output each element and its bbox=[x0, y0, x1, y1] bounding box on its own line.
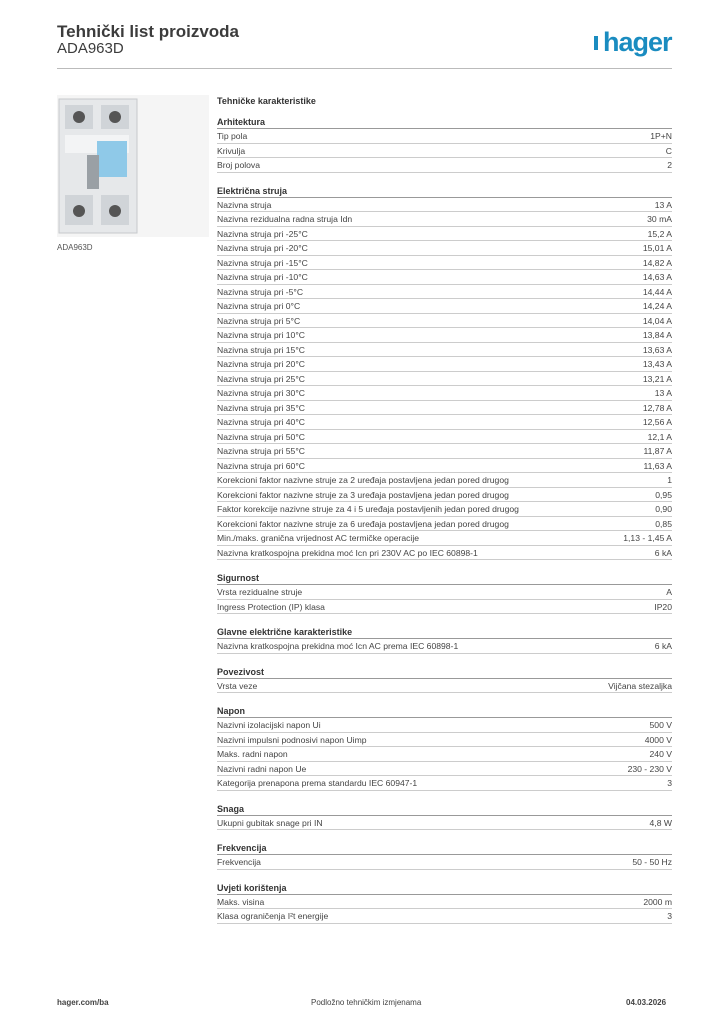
photo-caption: ADA963D bbox=[57, 243, 93, 252]
spec-row bbox=[217, 314, 672, 329]
spec-value: 6 kA bbox=[654, 547, 672, 558]
spec-value: 1 bbox=[667, 475, 672, 485]
spec-label: Ukupni gubitak snage pri IN bbox=[217, 817, 323, 828]
spec-row bbox=[217, 343, 672, 358]
spec-value: 14,82 A bbox=[642, 257, 672, 268]
spec-value: 13 A bbox=[654, 388, 672, 398]
spec-value: 1P+N bbox=[650, 131, 672, 141]
spec-label: Maks. visina bbox=[217, 896, 265, 907]
spec-label: Nazivna struja pri 60°C bbox=[217, 460, 305, 471]
spec-row bbox=[217, 444, 672, 459]
spec-label: Nazivna struja pri 10°C bbox=[217, 330, 305, 340]
spec-value: 0,90 bbox=[655, 504, 672, 514]
spec-label: Nazivna struja pri 25°C bbox=[217, 373, 305, 384]
spec-label: Nazivna kratkospojna prekidna moć Icn AC prema IEC 60898-1 bbox=[217, 641, 459, 651]
spec-row bbox=[217, 212, 672, 227]
spec-row bbox=[217, 816, 672, 831]
spec-value: IP20 bbox=[654, 601, 672, 612]
spec-value: 13,21 A bbox=[642, 373, 672, 384]
spec-row bbox=[217, 129, 672, 144]
spec-label: Tip pola bbox=[217, 131, 248, 141]
spec-label: Korekcioni faktor nazivne struje za 6 uređaja postavljena jedan pored drugog bbox=[217, 518, 509, 529]
spec-label: Kategorija prenapona prema standardu IEC 60947-1 bbox=[217, 778, 418, 788]
hager-logo: hager bbox=[594, 27, 672, 58]
spec-label: Nazivna struja pri -5°C bbox=[217, 286, 304, 297]
spec-row bbox=[217, 776, 672, 791]
spec-row bbox=[217, 531, 672, 546]
spec-row bbox=[217, 198, 672, 213]
spec-label: Broj polova bbox=[217, 160, 260, 170]
spec-value: A bbox=[666, 587, 672, 597]
spec-row bbox=[217, 488, 672, 503]
spec-label: Maks. radni napon bbox=[217, 749, 288, 759]
spec-row bbox=[217, 386, 672, 401]
spec-label: Klasa ograničenja I²t energije bbox=[217, 911, 329, 921]
spec-value: 14,24 A bbox=[642, 301, 672, 311]
spec-row bbox=[217, 600, 672, 615]
spec-label: Nazivni impulsni podnosivi napon Uimp bbox=[217, 734, 367, 745]
header-divider bbox=[57, 68, 672, 69]
spec-value: 13 A bbox=[654, 199, 672, 210]
spec-label: Nazivna struja pri 0°C bbox=[217, 301, 301, 311]
spec-value: 6 kA bbox=[654, 641, 672, 651]
spec-value: 15,2 A bbox=[647, 228, 672, 239]
spec-label: Min./maks. granična vrijednost AC termičke operacije bbox=[217, 533, 420, 543]
spec-label: Frekvencija bbox=[217, 857, 261, 867]
spec-value: 4,8 W bbox=[649, 817, 672, 828]
spec-row bbox=[217, 517, 672, 532]
group-title: Uvjeti korištenja bbox=[217, 882, 672, 895]
spec-label: Nazivna struja pri 15°C bbox=[217, 344, 305, 355]
spec-row bbox=[217, 270, 672, 285]
spec-value: 1,13 - 1,45 A bbox=[623, 533, 672, 543]
spec-row bbox=[217, 585, 672, 600]
spec-value: 14,63 A bbox=[642, 272, 672, 282]
spec-label: Nazivna struja pri 5°C bbox=[217, 315, 301, 326]
group-title: Snaga bbox=[217, 803, 672, 816]
spec-value: 4000 V bbox=[644, 734, 672, 745]
product-photo bbox=[57, 95, 209, 237]
section-heading: Tehničke karakteristike bbox=[217, 96, 316, 106]
spec-table bbox=[217, 96, 672, 924]
spec-value: 2 bbox=[667, 160, 672, 170]
group-title: Arhitektura bbox=[217, 116, 672, 129]
product-code: ADA963D bbox=[57, 40, 124, 57]
spec-label: Krivulja bbox=[217, 145, 246, 156]
spec-value: 230 - 230 V bbox=[627, 763, 672, 774]
group-title: Povezivost bbox=[217, 666, 672, 679]
spec-value: 3 bbox=[667, 778, 672, 788]
spec-value: 50 - 50 Hz bbox=[632, 857, 672, 867]
spec-row bbox=[217, 747, 672, 762]
spec-label: Nazivna struja pri 50°C bbox=[217, 431, 305, 442]
spec-value: 0,95 bbox=[655, 489, 672, 500]
spec-row bbox=[217, 144, 672, 159]
spec-row bbox=[217, 502, 672, 517]
spec-value: 11,87 A bbox=[643, 446, 672, 456]
footer-website[interactable]: hager.com/ba bbox=[57, 998, 109, 1007]
spec-value: 500 V bbox=[649, 720, 672, 730]
spec-row bbox=[217, 718, 672, 733]
spec-value: 13,84 A bbox=[642, 330, 672, 340]
spec-value: 12,1 A bbox=[647, 431, 672, 442]
spec-row bbox=[217, 227, 672, 242]
spec-label: Nazivna rezidualna radna struja Idn bbox=[217, 214, 353, 224]
spec-value: 15,01 A bbox=[642, 243, 672, 253]
page-title: Tehnički list proizvoda bbox=[57, 22, 239, 41]
spec-value: 13,63 A bbox=[642, 344, 672, 355]
spec-label: Nazivni izolacijski napon Ui bbox=[217, 720, 321, 730]
spec-label: Nazivna struja pri 40°C bbox=[217, 417, 305, 427]
group-title: Sigurnost bbox=[217, 572, 672, 585]
spec-label: Faktor korekcije nazivne struje za 4 i 5 uređaja postavljenih jedan pored drugog bbox=[217, 504, 519, 514]
spec-row bbox=[217, 299, 672, 314]
spec-label: Nazivna struja bbox=[217, 199, 272, 210]
group-title: Frekvencija bbox=[217, 842, 672, 855]
spec-row bbox=[217, 401, 672, 416]
spec-row bbox=[217, 855, 672, 870]
footer-date: 04.03.2026 bbox=[626, 998, 667, 1007]
spec-label: Nazivna kratkospojna prekidna moć Icn pri 230V AC po IEC 60898-1 bbox=[217, 547, 478, 558]
spec-row bbox=[217, 430, 672, 445]
spec-label: Nazivni radni napon Ue bbox=[217, 763, 307, 774]
spec-value: 30 mA bbox=[647, 214, 672, 224]
spec-label: Vrsta veze bbox=[217, 680, 258, 691]
spec-row bbox=[217, 415, 672, 430]
spec-row bbox=[217, 372, 672, 387]
spec-row bbox=[217, 895, 672, 910]
group-title: Napon bbox=[217, 705, 672, 718]
spec-label: Nazivna struja pri -10°C bbox=[217, 272, 308, 282]
spec-row bbox=[217, 473, 672, 488]
spec-label: Nazivna struja pri -15°C bbox=[217, 257, 308, 268]
spec-label: Nazivna struja pri 20°C bbox=[217, 359, 305, 369]
spec-row bbox=[217, 909, 672, 924]
spec-label: Nazivna struja pri -25°C bbox=[217, 228, 308, 239]
spec-value: 0,85 bbox=[655, 518, 672, 529]
spec-row bbox=[217, 158, 672, 173]
spec-value: 12,78 A bbox=[642, 402, 672, 413]
spec-row bbox=[217, 733, 672, 748]
spec-label: Nazivna struja pri 55°C bbox=[217, 446, 305, 456]
spec-value: 14,04 A bbox=[642, 315, 672, 326]
spec-label: Nazivna struja pri 35°C bbox=[217, 402, 305, 413]
spec-value: C bbox=[665, 145, 672, 156]
spec-value: 3 bbox=[667, 911, 672, 921]
spec-value: 13,43 A bbox=[642, 359, 672, 369]
spec-row bbox=[217, 459, 672, 474]
spec-row bbox=[217, 256, 672, 271]
spec-row bbox=[217, 639, 672, 654]
group-title: Glavne električne karakteristike bbox=[217, 626, 672, 639]
spec-value: Vijčana stezaljka bbox=[608, 680, 672, 691]
footer-note: Podložno tehničkim izmjenama bbox=[311, 998, 422, 1007]
spec-row bbox=[217, 679, 672, 694]
spec-value: 14,44 A bbox=[642, 286, 672, 297]
spec-value: 12,56 A bbox=[642, 417, 672, 427]
spec-label: Ingress Protection (IP) klasa bbox=[217, 601, 325, 612]
spec-label: Korekcioni faktor nazivne struje za 3 uređaja postavljena jedan pored drugog bbox=[217, 489, 509, 500]
spec-row bbox=[217, 285, 672, 300]
group-title: Električna struja bbox=[217, 185, 672, 198]
spec-label: Nazivna struja pri -20°C bbox=[217, 243, 308, 253]
spec-label: Vrsta rezidualne struje bbox=[217, 587, 303, 597]
spec-row bbox=[217, 241, 672, 256]
spec-row bbox=[217, 762, 672, 777]
spec-label: Nazivna struja pri 30°C bbox=[217, 388, 305, 398]
spec-value: 240 V bbox=[649, 749, 672, 759]
spec-value: 2000 m bbox=[643, 896, 672, 907]
spec-row bbox=[217, 328, 672, 343]
spec-row bbox=[217, 546, 672, 561]
spec-row bbox=[217, 357, 672, 372]
spec-label: Korekcioni faktor nazivne struje za 2 uređaja postavljena jedan pored drugog bbox=[217, 475, 509, 485]
spec-value: 11,63 A bbox=[643, 460, 672, 471]
